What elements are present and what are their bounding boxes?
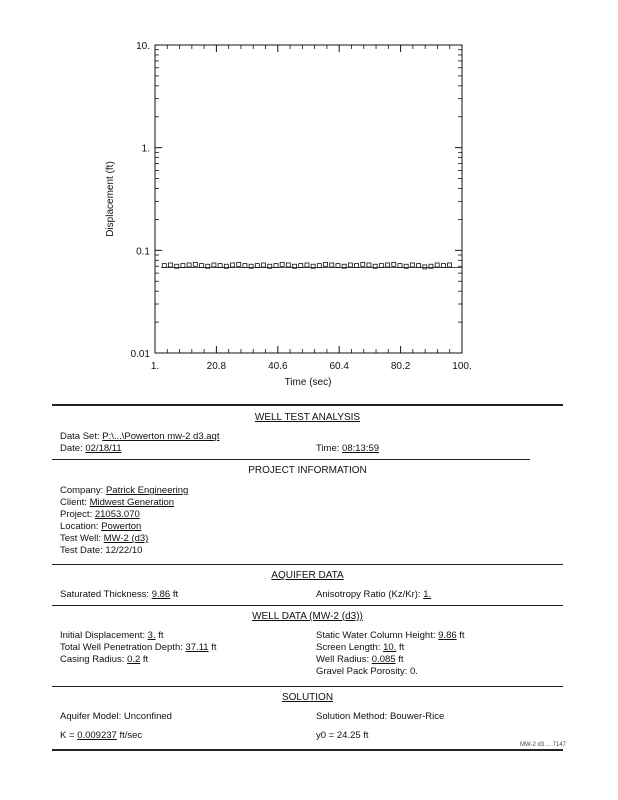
x-tick-label: 20.8	[206, 361, 227, 372]
y-tick-label: 0.1	[136, 246, 150, 258]
tick-marks	[155, 45, 462, 353]
x-tick-label: 40.6	[268, 361, 288, 372]
data-point	[392, 262, 396, 266]
page-stamp: MW-2 d3 ... 7147	[520, 742, 566, 748]
project-test-date: Test Date: 12/22/10	[60, 545, 143, 556]
divider	[52, 605, 563, 606]
data-point	[435, 263, 439, 267]
x-tick-label: 80.2	[390, 361, 411, 372]
project-company: Company: Patrick Engineering	[60, 485, 189, 496]
static-water-column: Static Water Column Height: 9.86 ft	[316, 630, 465, 641]
divider	[52, 459, 530, 460]
data-point	[410, 263, 414, 267]
data-point	[237, 262, 241, 266]
data-point	[330, 263, 334, 267]
data-point	[417, 264, 421, 268]
x-tick-labels	[151, 361, 472, 372]
data-point	[299, 264, 303, 268]
data-point	[181, 264, 185, 268]
data-point	[324, 262, 328, 266]
report-title: WELL TEST ANALYSIS	[254, 412, 361, 423]
divider	[52, 564, 563, 565]
project-location: Location: Powerton	[60, 521, 142, 532]
hydraulic-conductivity: K = 0.009237 ft/sec	[60, 730, 143, 741]
casing-radius: Casing Radius: 0.2 ft	[60, 654, 149, 665]
solution-method: Solution Method: Bouwer-Rice	[316, 711, 445, 722]
data-point	[441, 264, 445, 268]
aquifer-data-title: AQUIFER DATA	[271, 570, 344, 581]
data-point	[262, 263, 266, 267]
gravel-pack-porosity: Gravel Pack Porosity: 0.	[316, 666, 418, 677]
y-axis-label: Displacement (ft)	[105, 161, 116, 237]
data-point	[448, 263, 452, 267]
date-value: 02/18/11	[85, 443, 122, 454]
x-tick-label: 1.	[150, 361, 160, 372]
data-point	[286, 263, 290, 267]
data-point	[367, 263, 371, 267]
project-test-well: Test Well: MW-2 (d3)	[60, 533, 149, 544]
x-tick-label: 60.4	[329, 361, 349, 372]
initial-displacement: Initial Displacement: 3. ft	[60, 630, 164, 641]
data-point	[386, 263, 390, 267]
data-point	[162, 264, 166, 268]
well-test-report	[52, 404, 563, 750]
aquifer-model: Aquifer Model: Unconfined	[60, 711, 172, 722]
data-point	[218, 264, 222, 268]
y-tick-labels	[131, 41, 151, 360]
data-point	[336, 264, 340, 268]
y-tick-label: 0.01	[130, 349, 150, 360]
data-point	[274, 264, 278, 268]
well-radius: Well Radius: 0.085 ft	[316, 654, 404, 665]
divider	[52, 686, 563, 687]
data-point	[423, 265, 427, 269]
data-point	[348, 263, 352, 267]
saturated-thickness: Saturated Thickness: 9.86 ft	[60, 589, 179, 600]
data-point	[255, 264, 259, 268]
project-client: Client: Midwest Generation	[60, 497, 175, 508]
data-point	[280, 262, 284, 266]
data-point	[200, 264, 204, 268]
x-axis-label: Time (sec)	[284, 377, 332, 388]
data-set-value: P:\...\Powerton mw-2 d3.aqt	[102, 431, 220, 442]
well-data-title: WELL DATA (MW-2 (d3))	[252, 611, 363, 622]
data-point	[379, 264, 383, 268]
solution-title: SOLUTION	[281, 692, 334, 703]
plot-frame	[155, 45, 462, 353]
data-point	[187, 263, 191, 267]
project-number: Project: 21053.070	[60, 509, 140, 520]
anisotropy-ratio: Anisotropy Ratio (Kz/Kr): 1.	[316, 589, 432, 600]
report-bottom-rule	[52, 749, 563, 751]
data-point	[305, 263, 309, 267]
data-set-row: Data Set: P:\...\Powerton mw-2 d3.aqt	[60, 431, 220, 442]
time-value: 08:13:59	[342, 443, 380, 454]
data-point	[317, 264, 321, 268]
report-top-rule	[52, 404, 563, 406]
data-point	[231, 263, 235, 267]
data-point	[243, 264, 247, 268]
data-point	[212, 263, 216, 267]
y-tick-label: 10.	[136, 41, 150, 52]
y-tick-label: 1.	[141, 143, 150, 155]
screen-length: Screen Length: 10. ft	[316, 642, 405, 653]
date-row: Date: 02/18/11	[60, 443, 122, 454]
data-point	[355, 264, 359, 268]
data-point	[361, 262, 365, 266]
time-row: Time: 08:13:59	[316, 443, 380, 454]
x-tick-label: 100.	[452, 361, 472, 372]
initial-y0: y0 = 24.25 ft	[316, 730, 369, 741]
data-point	[398, 264, 402, 268]
data-point	[193, 262, 197, 266]
project-information-title: PROJECT INFORMATION	[248, 465, 367, 476]
data-point	[169, 263, 173, 267]
total-penetration-depth: Total Well Penetration Depth: 37.11 ft	[60, 642, 217, 653]
